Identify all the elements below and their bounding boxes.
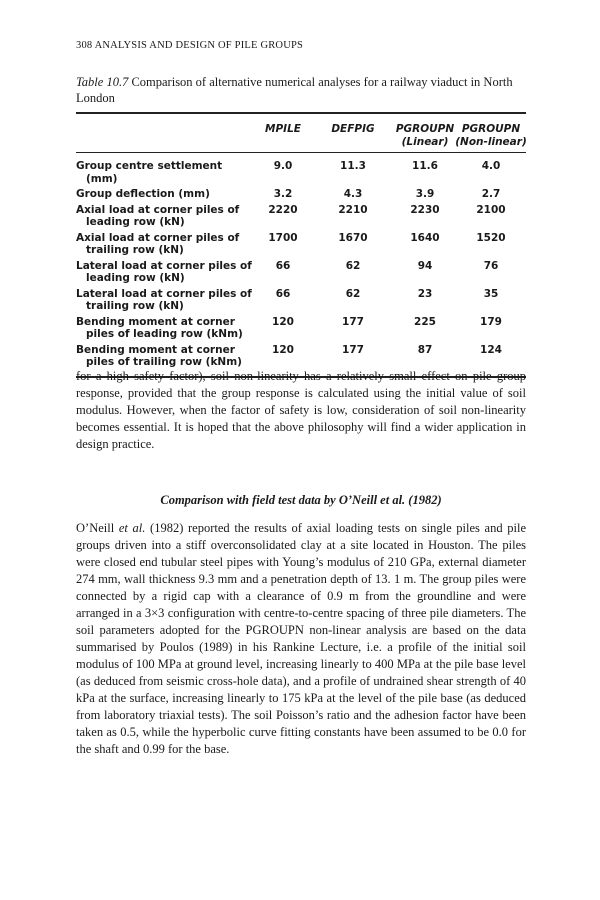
table-body <box>76 153 526 376</box>
cell-mpile: 1700 <box>268 231 298 244</box>
cell-mpile: 3.2 <box>273 188 293 200</box>
table-row <box>76 316 526 341</box>
row-label: Bending moment at corner piles of leading row (kNm) <box>76 315 243 340</box>
table-caption-text: Comparison of alternative numerical analyses for a railway viaduct in North London <box>76 75 513 105</box>
paragraph-etal: et al. <box>118 521 146 535</box>
row-label: Group deflection (mm) <box>76 188 210 200</box>
body-paragraph-2 <box>76 520 526 758</box>
cell-pgroupn-nonlinear: 2.7 <box>481 188 501 200</box>
cell-pgroupn-linear: 94 <box>417 259 433 272</box>
cell-pgroupn-linear: 87 <box>417 343 433 356</box>
cell-mpile: 120 <box>272 315 294 328</box>
paragraph-body: (1982) reported the results of axial loading tests on single piles and pile groups driven into a stiff overconsolidated clay at a site located in Houston. The piles were closed end tubular steel pipes with Young’s modulus of 210 GPa, external diameter 274 mm, wall thickness 9.3 mm and a penetration depth of 13. 1 m. The group piles were connected by a rigid cap with a clearance of 0.9 m from the groundline and were arranged in a 3×3 configuration with centre-to-centre spacing of three pile diameters. The soil parameters adopted for the PGROUPN non-linear analysis are based on the data summarised by Poulos (1989) in his Rankine Lecture, i.e. a profile of the initial soil modulus of 100 MPa at ground level, increasing linearly to 400 MPa at the pile base level (as deduced from seismic cross-hole data), and a profile of undrained shear strength of 40 kPa at the surface, increasing linearly to 175 kPa at the level of the pile base (as deduced from laboratory triaxial tests). The soil Poisson’s ratio and the adhesion factor have been taken as 0.5, while the hyperbolic curve fitting constants have been assumed to be 0.0 for the shaft and 0.99 for the base. <box>76 521 526 756</box>
cell-pgroupn-nonlinear: 35 <box>483 287 499 300</box>
cell-pgroupn-nonlinear: 76 <box>483 259 499 272</box>
table-row <box>76 344 526 369</box>
row-label: Group centre settlement (mm) <box>76 160 223 185</box>
cell-pgroupn-linear: 11.6 <box>412 160 438 172</box>
cell-defpig: 62 <box>345 259 361 272</box>
running-head: 308 ANALYSIS AND DESIGN OF PILE GROUPS <box>76 40 304 51</box>
cell-mpile: 66 <box>275 259 291 272</box>
table-caption <box>76 74 526 106</box>
cell-pgroupn-linear: 1640 <box>410 231 440 244</box>
row-label: Lateral load at corner piles of trailing row (kN) <box>76 287 252 312</box>
cell-defpig: 11.3 <box>340 160 366 172</box>
table-row <box>76 188 526 201</box>
cell-mpile: 2220 <box>268 203 298 216</box>
column-header-pgroupn-nonlinear: PGROUPN (Non-linear) <box>455 123 527 148</box>
body-paragraph-1: for a high safety factor), soil non-linearity has a relatively small effect on pile group response, provided that the group response is calculated using the initial value of soil modulus. However, when the factor of safety is low, consideration of soil non-linearity becomes essential. It is hoped that the above philosophy will find a wider application in design practice. <box>76 369 526 451</box>
paragraph-author: O’Neill <box>76 521 119 535</box>
row-label: Bending moment at corner piles of trailing row (kNm) <box>76 343 242 368</box>
cell-defpig: 4.3 <box>343 188 363 200</box>
cell-pgroupn-nonlinear: 179 <box>480 315 502 328</box>
cell-pgroupn-nonlinear: 1520 <box>476 231 506 244</box>
table-caption-label: Table 10.7 <box>76 75 129 89</box>
cell-pgroupn-nonlinear: 124 <box>480 343 502 356</box>
row-label: Axial load at corner piles of trailing row (kN) <box>76 231 240 256</box>
cell-defpig: 1670 <box>338 231 368 244</box>
table-row <box>76 260 526 285</box>
cell-pgroupn-nonlinear: 4.0 <box>481 160 501 172</box>
cell-defpig: 2210 <box>338 203 368 216</box>
cell-pgroupn-linear: 225 <box>414 315 436 328</box>
cell-pgroupn-nonlinear: 2100 <box>476 203 506 216</box>
cell-mpile: 9.0 <box>273 160 293 172</box>
cell-defpig: 177 <box>342 343 364 356</box>
cell-mpile: 120 <box>272 343 294 356</box>
cell-pgroupn-linear: 3.9 <box>415 188 435 200</box>
comparison-table <box>76 112 526 378</box>
cell-defpig: 62 <box>345 287 361 300</box>
table-row <box>76 232 526 257</box>
cell-pgroupn-linear: 23 <box>417 287 433 300</box>
column-header-defpig: DEFPIG <box>331 123 375 135</box>
table-row <box>76 204 526 229</box>
column-header-mpile: MPILE <box>265 123 301 135</box>
cell-pgroupn-linear: 2230 <box>410 203 440 216</box>
table-row <box>76 288 526 313</box>
cell-defpig: 177 <box>342 315 364 328</box>
row-label: Axial load at corner piles of leading row (kN) <box>76 203 240 228</box>
column-header-pgroupn-linear: PGROUPN (Linear) <box>395 123 455 148</box>
table-row <box>76 160 526 185</box>
cell-mpile: 66 <box>275 287 291 300</box>
row-label: Lateral load at corner piles of leading row (kN) <box>76 259 252 284</box>
section-heading: Comparison with field test data by O’Neill et al. (1982) <box>160 493 442 507</box>
table-header-row <box>76 114 526 152</box>
